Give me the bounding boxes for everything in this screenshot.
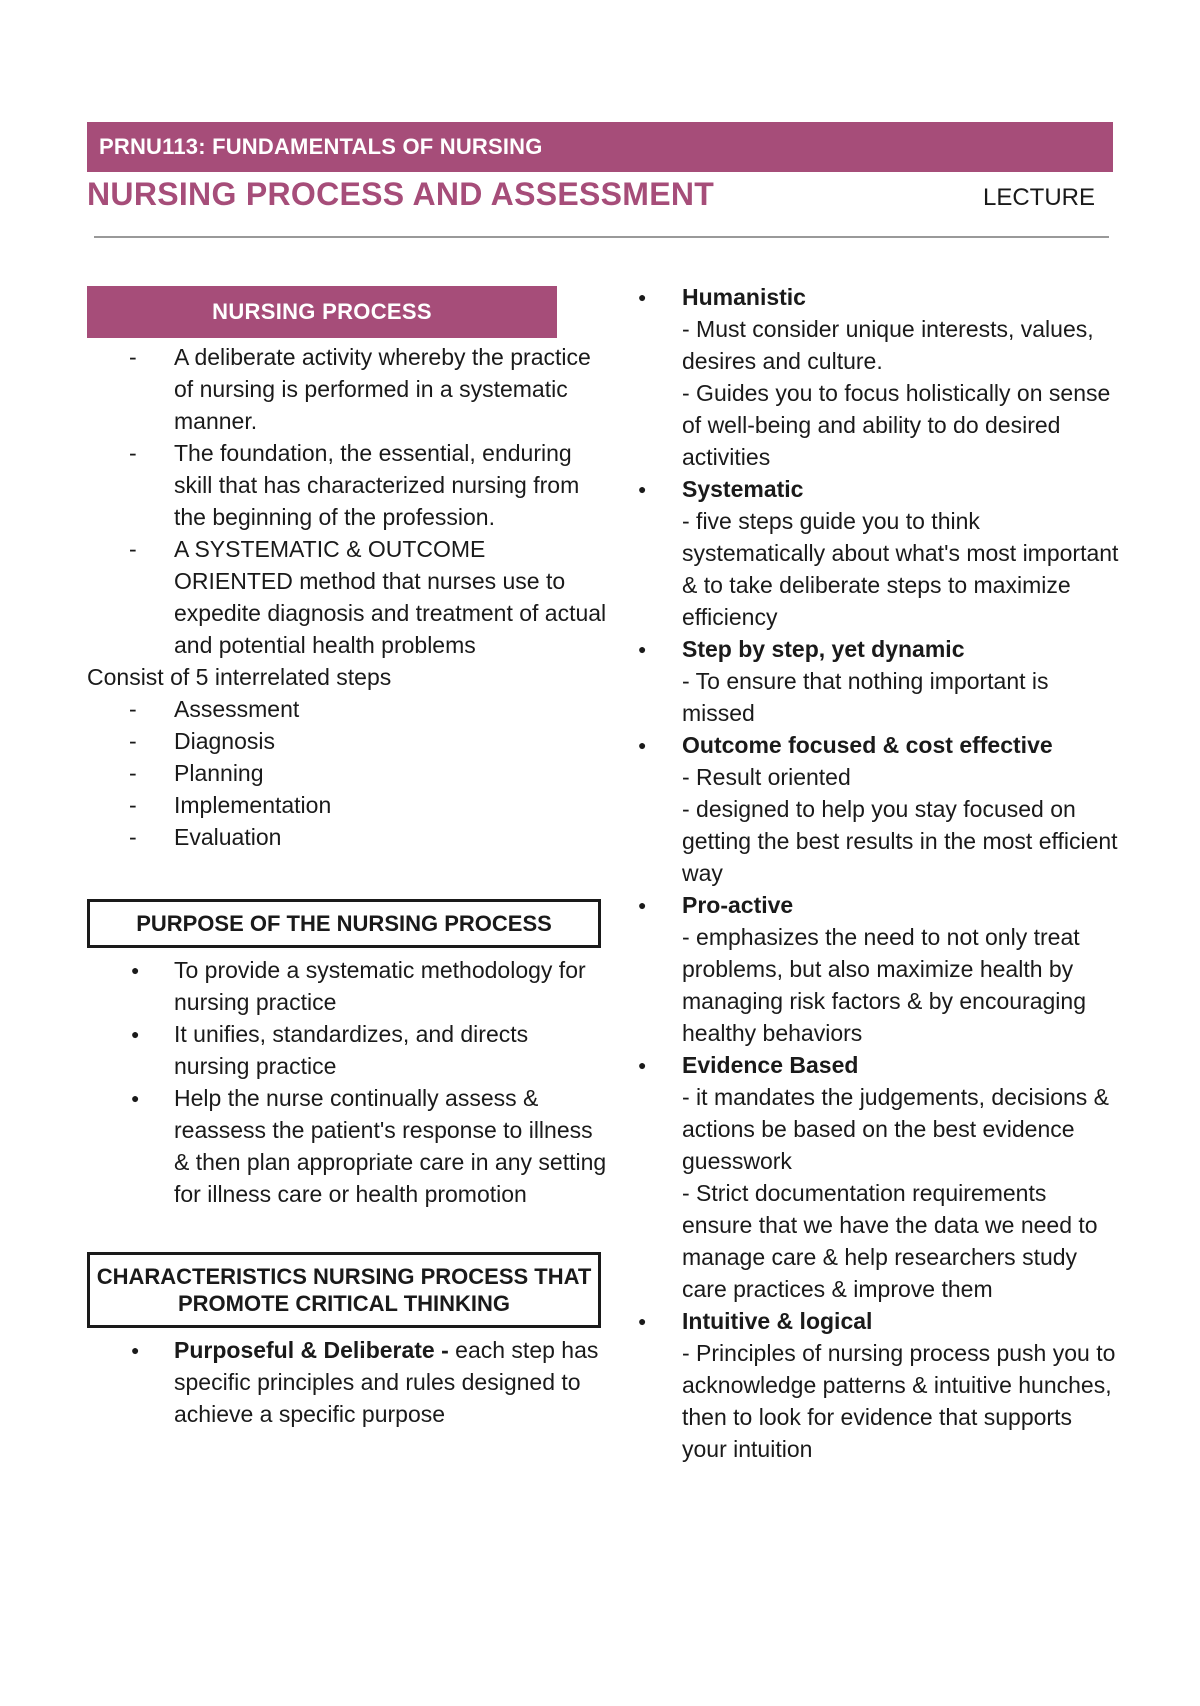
document-type-label: LECTURE (982, 184, 1095, 211)
left-column (87, 286, 607, 1430)
steps-list (87, 693, 607, 853)
characteristic-title: ● Evidence Based (682, 1052, 859, 1078)
characteristic-text: - Guides you to focus holistically on sense of well-being and ability to do desired activities (682, 380, 1111, 470)
list-item (682, 889, 1122, 1049)
list-item (682, 1049, 1122, 1305)
characteristic-text: - Principles of nursing process push you to acknowledge patterns & intuitive hunches, then to look for evidence that supports your intuition (682, 1340, 1116, 1462)
characteristic-text: - Must consider unique interests, values, desires and culture. (682, 316, 1094, 374)
characteristic-text: - Strict documentation requirements ensure that we have the data we need to manage care & help researchers study care practices & improve them (682, 1180, 1098, 1302)
page-title: NURSING PROCESS AND ASSESSMENT (87, 176, 715, 212)
characteristic-text: each step has specific principles and rules designed to achieve a specific purpose (174, 1337, 599, 1427)
list-item: - The foundation, the essential, enduring skill that has characterized nursing from the beginning of the profession. (87, 437, 607, 533)
purpose-heading: PURPOSE OF THE NURSING PROCESS (87, 899, 601, 948)
characteristic-text: - it mandates the judgements, decisions & actions be based on the best evidence guesswork (682, 1084, 1110, 1174)
list-item (682, 1305, 1122, 1465)
course-title: PRNU113: FUNDAMENTALS OF NURSING (99, 134, 543, 159)
characteristic-title: ● Humanistic (682, 284, 806, 310)
characteristic-text: - five steps guide you to think systematically about what's most important & to take deliberate steps to maximize efficiency (682, 508, 1119, 630)
list-item: ● To provide a systematic methodology for nursing practice (87, 954, 607, 1018)
list-item: ● It unifies, standardizes, and directs nursing practice (87, 1018, 607, 1082)
list-item: - A deliberate activity whereby the practice of nursing is performed in a systematic manner. (87, 341, 607, 437)
list-item (682, 473, 1122, 633)
purpose-list (87, 954, 607, 1210)
characteristic-title: ● Step by step, yet dynamic (682, 636, 965, 662)
list-item (682, 281, 1122, 473)
nursing-process-definitions (87, 341, 607, 661)
list-item: ● Help the nurse continually assess & reassess the patient's response to illness & then plan appropriate care in any setting for illness care or health promotion (87, 1082, 607, 1210)
characteristic-title: ● Systematic (682, 476, 804, 502)
characteristic-title: ● Intuitive & logical (682, 1308, 873, 1334)
list-item: - Assessment (87, 693, 607, 725)
characteristic-title: ● Outcome focused & cost effective (682, 732, 1053, 758)
characteristic-title: Purposeful & Deliberate - (174, 1337, 449, 1363)
characteristic-title: ● Pro-active (682, 892, 794, 918)
characteristic-text: - designed to help you stay focused on getting the best results in the most efficient way (682, 796, 1118, 886)
characteristics-heading: CHARACTERISTICS NURSING PROCESS THAT PROMOTE CRITICAL THINKING (87, 1252, 601, 1328)
list-item (87, 1334, 607, 1430)
course-banner (87, 122, 1113, 172)
list-item: - A SYSTEMATIC & OUTCOME ORIENTED method that nurses use to expedite diagnosis and treatment of actual and potential health problems (87, 533, 607, 661)
list-item (682, 729, 1122, 889)
steps-intro: Consist of 5 interrelated steps (87, 664, 392, 690)
list-item: - Evaluation (87, 821, 607, 853)
characteristics-list-left (87, 1334, 607, 1430)
characteristics-list-right (682, 281, 1122, 1465)
list-item: - Planning (87, 757, 607, 789)
characteristic-text: - Result oriented (682, 764, 851, 790)
list-item (682, 633, 1122, 729)
characteristic-text: - emphasizes the need to not only treat problems, but also maximize health by managing risk factors & by encouraging healthy behaviors (682, 924, 1086, 1046)
header-divider (94, 236, 1109, 238)
list-item: - Diagnosis (87, 725, 607, 757)
list-item: - Implementation (87, 789, 607, 821)
characteristic-text: - To ensure that nothing important is missed (682, 668, 1049, 726)
nursing-process-heading: NURSING PROCESS (87, 286, 557, 338)
right-column (682, 281, 1122, 1465)
